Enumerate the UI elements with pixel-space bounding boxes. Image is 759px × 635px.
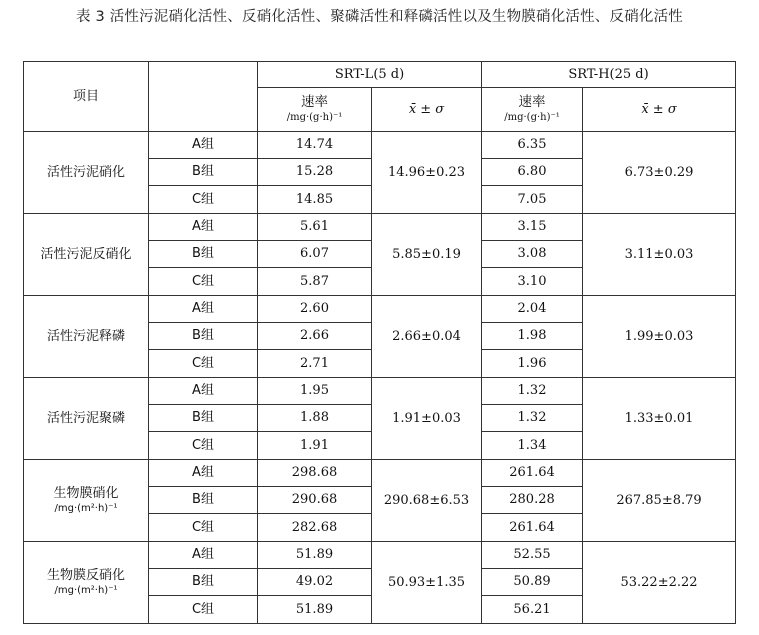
rate-srt-l: 2.66: [258, 323, 372, 350]
header-rate-l: [258, 88, 372, 132]
rate-srt-h: 261.64: [482, 514, 583, 542]
stat-srt-l: 1.91±0.03: [372, 378, 482, 460]
stat-srt-l: 14.96±0.23: [372, 132, 482, 214]
rate-srt-h: 280.28: [482, 487, 583, 514]
group-label: A组: [149, 296, 258, 323]
stat-srt-h: 1.33±0.01: [583, 378, 736, 460]
header-srt-l: SRT-L(5 d): [258, 62, 482, 88]
rate-srt-l: 51.89: [258, 542, 372, 569]
rate-srt-h: 3.08: [482, 241, 583, 268]
group-label: A组: [149, 460, 258, 487]
group-label: C组: [149, 596, 258, 624]
group-label: A组: [149, 214, 258, 241]
group-label: A组: [149, 542, 258, 569]
rate-srt-h: 1.32: [482, 378, 583, 405]
rate-srt-h: 2.04: [482, 296, 583, 323]
rate-label: 速率: [301, 94, 328, 111]
table-row: [24, 460, 736, 487]
header-row-1: [24, 62, 736, 88]
rate-srt-l: 49.02: [258, 569, 372, 596]
rate-srt-h: 3.15: [482, 214, 583, 241]
group-label: B组: [149, 487, 258, 514]
rate-srt-l: 1.95: [258, 378, 372, 405]
rate-srt-l: 14.85: [258, 186, 372, 214]
table-caption: 表 3 活性污泥硝化活性、反硝化活性、聚磷活性和释磷活性以及生物膜硝化活性、反硝化活性: [75, 9, 684, 25]
rate-srt-l: 14.74: [258, 132, 372, 159]
section-unit: /mg·(m²·h)⁻¹: [54, 584, 118, 596]
section-name: 生物膜硝化: [53, 485, 119, 501]
header-rate-h: [482, 88, 583, 132]
rate-srt-h: 50.89: [482, 569, 583, 596]
rate-srt-h: 1.98: [482, 323, 583, 350]
stat-srt-h: 1.99±0.03: [583, 296, 736, 378]
rate-unit: /mg·(g·h)⁻¹: [504, 112, 560, 124]
section-name-cell: [24, 378, 149, 460]
group-label: C组: [149, 432, 258, 460]
rate-srt-h: 261.64: [482, 460, 583, 487]
group-label: A组: [149, 378, 258, 405]
group-label: A组: [149, 132, 258, 159]
header-stat-l: x̄ ± σ: [372, 88, 482, 132]
rate-srt-l: 298.68: [258, 460, 372, 487]
group-label: C组: [149, 514, 258, 542]
rate-srt-l: 5.61: [258, 214, 372, 241]
section-name-cell: [24, 132, 149, 214]
rate-srt-l: 290.68: [258, 487, 372, 514]
rate-srt-l: 1.88: [258, 405, 372, 432]
section-name-cell: [24, 460, 149, 542]
rate-srt-h: 1.32: [482, 405, 583, 432]
group-label: B组: [149, 323, 258, 350]
rate-srt-l: 15.28: [258, 159, 372, 186]
rate-srt-h: 3.10: [482, 268, 583, 296]
header-item: 项目: [24, 62, 149, 132]
header-stat-h: x̄ ± σ: [583, 88, 736, 132]
rate-label: 速率: [518, 94, 546, 111]
rate-srt-l: 2.60: [258, 296, 372, 323]
rate-srt-l: 282.68: [258, 514, 372, 542]
stat-srt-l: 290.68±6.53: [372, 460, 482, 542]
rate-unit: /mg·(g·h)⁻¹: [286, 112, 343, 124]
activity-table: [23, 61, 736, 624]
section-name: 活性污泥释磷: [46, 328, 125, 344]
table-row: [24, 296, 736, 323]
group-label: C组: [149, 350, 258, 378]
header-srt-h: SRT-H(25 d): [482, 62, 736, 88]
stat-srt-h: 3.11±0.03: [583, 214, 736, 296]
rate-srt-h: 7.05: [482, 186, 583, 214]
section-name-cell: [24, 296, 149, 378]
stat-srt-l: 50.93±1.35: [372, 542, 482, 624]
stat-srt-h: 53.22±2.22: [583, 542, 736, 624]
section-name-cell: [24, 542, 149, 624]
rate-srt-l: 51.89: [258, 596, 372, 624]
section-unit: /mg·(m²·h)⁻¹: [54, 502, 118, 514]
stat-srt-h: 6.73±0.29: [583, 132, 736, 214]
rate-srt-h: 6.80: [482, 159, 583, 186]
section-name-cell: [24, 214, 149, 296]
rate-srt-l: 6.07: [258, 241, 372, 268]
table-row: [24, 214, 736, 241]
group-label: B组: [149, 241, 258, 268]
rate-srt-h: 56.21: [482, 596, 583, 624]
stat-srt-h: 267.85±8.79: [583, 460, 736, 542]
table-row: [24, 132, 736, 159]
group-label: B组: [149, 405, 258, 432]
section-name: 生物膜反硝化: [46, 567, 125, 583]
rate-srt-l: 1.91: [258, 432, 372, 460]
section-name: 活性污泥反硝化: [40, 246, 132, 262]
rate-srt-h: 52.55: [482, 542, 583, 569]
table-row: [24, 542, 736, 569]
table-row: [24, 378, 736, 405]
rate-srt-h: 1.34: [482, 432, 583, 460]
stat-srt-l: 2.66±0.04: [372, 296, 482, 378]
group-label: C组: [149, 268, 258, 296]
header-group-blank: [149, 62, 258, 132]
rate-srt-l: 5.87: [258, 268, 372, 296]
stat-srt-l: 5.85±0.19: [372, 214, 482, 296]
group-label: B组: [149, 569, 258, 596]
group-label: C组: [149, 186, 258, 214]
rate-srt-h: 1.96: [482, 350, 583, 378]
rate-srt-h: 6.35: [482, 132, 583, 159]
section-name: 活性污泥聚磷: [46, 410, 125, 426]
rate-srt-l: 2.71: [258, 350, 372, 378]
group-label: B组: [149, 159, 258, 186]
section-name: 活性污泥硝化: [46, 164, 125, 180]
